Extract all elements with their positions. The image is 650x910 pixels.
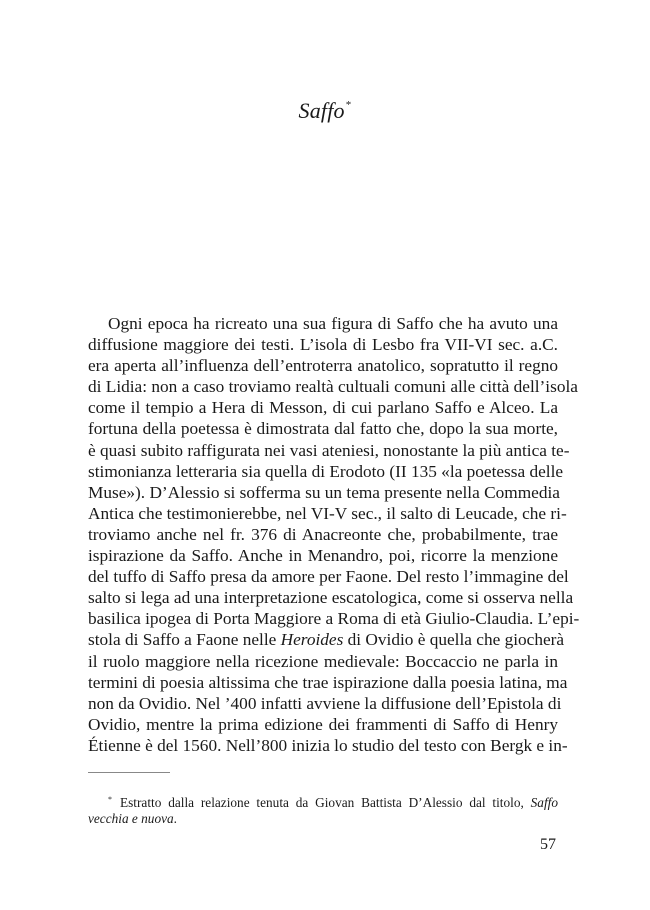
chapter-title [0, 98, 650, 124]
body-line: ispirazione da Saffo. Anche in Menandro, poi, ricorre la menzione [88, 546, 558, 566]
chapter-title-text: Saffo [298, 98, 345, 123]
footnote-italic-title: Saffo [530, 795, 558, 810]
body-line: come il tempio a Hera di Messon, di cui parlano Saffo e Alceo. La [88, 398, 558, 418]
footnote-italic-title: vecchia e nuova [88, 811, 174, 826]
body-line: basilica ipogea di Porta Maggiore a Roma di età Giulio-Claudia. L’epi- [88, 609, 580, 629]
body-line: il ruolo maggiore nella ricezione medievale: Boccaccio ne parla in [88, 651, 558, 671]
footnote [88, 790, 558, 828]
title-footnote-marker: * [345, 99, 352, 111]
body-line-part: stola di Saffo a Faone nelle [88, 630, 281, 650]
body-line: Antica che testimonierebbe, nel VI-V sec., il salto di Leucade, che ri- [88, 503, 567, 523]
body-line: era aperta all’influenza dell’entroterra anatolico, sopratutto il regno [88, 356, 558, 376]
body-line: stimonianza letteraria sia quella di Erodoto (II 135 «la poetessa delle [88, 461, 564, 481]
footnote-line [88, 790, 558, 809]
work-title-italic: Heroides [280, 630, 344, 650]
body-line: di Lidia: non a caso troviamo realtà cultuali comuni alle città dell’isola [88, 377, 578, 397]
footnote-text: . [173, 811, 177, 826]
body-line-with-italic [88, 629, 565, 650]
body-line: fortuna della poetessa è dimostrata dal fatto che, dopo la sua morte, [88, 419, 558, 439]
body-paragraph [88, 313, 580, 756]
footnote-line [88, 809, 558, 828]
body-line: diffusione maggiore dei testi. L’isola di Lesbo fra VII-VI sec. a.C. [88, 335, 558, 355]
body-line: è quasi subito raffigurata nei vasi ateniesi, nonostante la più antica te- [88, 440, 570, 460]
body-line: Ogni epoca ha ricreato una sua figura di Saffo che ha avuto una [108, 314, 558, 333]
body-line: del tuffo di Saffo presa da amore per Faone. Del resto l’immagine del [88, 567, 569, 587]
footnote-marker: * [108, 795, 112, 804]
page-number: 57 [540, 836, 556, 853]
body-line: Ovidio, mentre la prima edizione dei frammenti di Saffo di Henry [88, 714, 558, 734]
body-line: troviamo anche nel fr. 376 di Anacreonte che, probabilmente, trae [88, 524, 558, 544]
footnote-text: Estratto dalla relazione tenuta da Giovan Battista D’Alessio dal titolo, [120, 795, 531, 810]
body-line-part: di Ovidio è quella che giocherà [343, 630, 565, 650]
footnote-divider [88, 772, 170, 773]
body-line: Étienne è del 1560. Nell’800 inizia lo studio del testo con Bergk e in- [88, 735, 568, 755]
body-line: termini di poesia altissima che trae ispirazione dalla poesia latina, ma [88, 672, 568, 692]
body-line: non da Ovidio. Nel ’400 infatti avviene la diffusione dell’Epistola di [88, 693, 562, 713]
body-line: Muse»). D’Alessio si sofferma su un tema presente nella Commedia [88, 482, 560, 502]
body-line: salto si lega ad una interpretazione escatologica, come si osserva nella [88, 588, 574, 608]
